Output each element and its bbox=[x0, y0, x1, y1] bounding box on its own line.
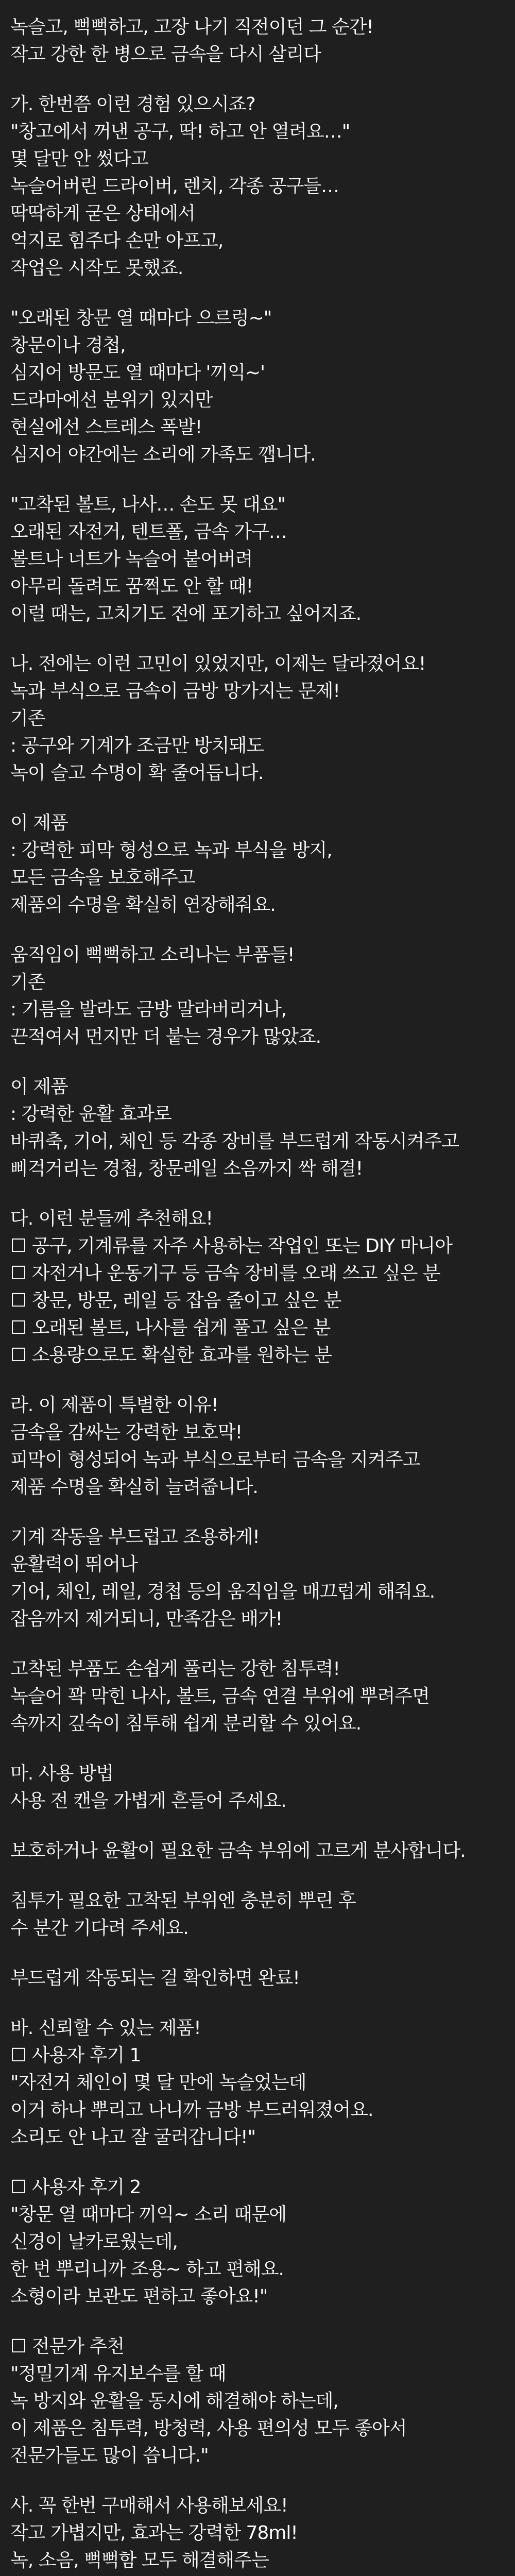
text-line: 이럴 때는, 고치기도 전에 포기하고 싶어지죠. bbox=[10, 603, 362, 624]
text-line: "자전거 체인이 몇 달 만에 녹슬었는데 bbox=[10, 2072, 306, 2093]
text-line: 나. 전에는 이런 고민이 있었지만, 이제는 달라졌어요! bbox=[10, 653, 426, 674]
text-line: 기계 작동을 부드럽고 조용하게! bbox=[10, 1527, 260, 1548]
text-line: 이 제품 bbox=[10, 812, 68, 834]
text-line: 심지어 방문도 열 때마다 '끼익~' bbox=[10, 362, 265, 383]
text-section-c-recommend bbox=[10, 1205, 505, 1369]
text-line: 움직임이 뻑뻑하고 소리나는 부품들! bbox=[10, 944, 295, 965]
text-line: 보호하거나 윤활이 필요한 금속 부위에 고르게 분사합니다. bbox=[10, 1840, 466, 1861]
text-line: 녹, 소음, 뻑뻑함 모두 해결해주는 bbox=[10, 2550, 269, 2571]
text-line: 딱딱하게 굳은 상태에서 bbox=[10, 203, 195, 224]
text-line: 다. 이런 분들께 추천해요! bbox=[10, 1208, 213, 1229]
text-line: : 공구와 기계가 조금만 방치돼도 bbox=[10, 735, 264, 756]
text-line: 녹슬고, 뻑뻑하고, 고장 나기 직전이던 그 순간! bbox=[10, 16, 373, 38]
text-line: 마. 사용 방법 bbox=[10, 1763, 114, 1784]
text-section-a-door bbox=[10, 304, 505, 468]
text-line: "창문 열 때마다 끼익~ 소리 때문에 bbox=[10, 2204, 287, 2225]
text-line: "고착된 볼트, 나사… 손도 못 대요" bbox=[10, 494, 286, 515]
text-line: 창문이나 경첩, bbox=[10, 335, 126, 356]
text-section-d-special bbox=[10, 1392, 505, 1501]
text-line: 사용 전 캔을 가볍게 흔들어 주세요. bbox=[10, 1790, 286, 1811]
text-line: "창고에서 꺼낸 공구, 딱! 하고 안 열려요…" bbox=[10, 121, 350, 142]
text-line: 모든 금속을 보호해주고 bbox=[10, 867, 195, 888]
text-line: 사. 꼭 한번 구매해서 사용해보세요! bbox=[10, 2495, 288, 2516]
text-line: 가. 한번쯤 이런 경험 있으시죠? bbox=[10, 94, 255, 115]
text-line: 바. 신뢰할 수 있는 제품! bbox=[10, 2018, 201, 2039]
text-section-a-question bbox=[10, 91, 505, 282]
text-section-e-howto-2 bbox=[10, 1837, 505, 1865]
text-line: : 강력한 피막 형성으로 녹과 부식을 방지, bbox=[10, 840, 332, 861]
text-line: 라. 이 제품이 특별한 이유! bbox=[10, 1395, 218, 1416]
text-line: 현실에선 스트레스 폭발! bbox=[10, 417, 202, 438]
text-line: "오래된 창문 열 때마다 으르렁~" bbox=[10, 308, 272, 329]
text-section-b-before bbox=[10, 650, 505, 787]
text-line: 소형이라 보관도 편하고 좋아요!" bbox=[10, 2286, 268, 2307]
text-line: 녹과 부식으로 금속이 금방 망가지는 문제! bbox=[10, 681, 340, 702]
text-line: 녹이 슬고 수명이 확 줄어듭니다. bbox=[10, 762, 264, 784]
text-line: 속까지 깊숙이 침투해 쉽게 분리할 수 있어요. bbox=[10, 1713, 362, 1734]
text-line: 침투가 필요한 고착된 부위엔 충분히 뿌린 후 bbox=[10, 1890, 356, 1911]
text-line: 이거 하나 뿌리고 나니까 금방 부드러워졌어요. bbox=[10, 2099, 373, 2121]
text-line: 윤활력이 뛰어나 bbox=[10, 1554, 138, 1575]
text-section-g-buy bbox=[10, 2492, 505, 2576]
text-line: 심지어 야간에는 소리에 가족도 깹니다. bbox=[10, 444, 316, 465]
text-line: 피막이 형성되어 녹과 부식으로부터 금속을 지켜주고 bbox=[10, 1449, 420, 1470]
text-line: 억지로 힘주다 손만 아프고, bbox=[10, 230, 224, 251]
text-section-b-product-2 bbox=[10, 1073, 505, 1182]
text-line: 기존 bbox=[10, 972, 45, 993]
text-section-d-quiet bbox=[10, 1523, 505, 1633]
text-line bbox=[10, 2574, 505, 2576]
text-section-e-howto-3 bbox=[10, 1887, 505, 1942]
text-line: 바퀴축, 기어, 체인 등 각종 장비를 부드럽게 작동시켜주고 bbox=[10, 1131, 459, 1152]
text-line: 드라마에선 분위기 있지만 bbox=[10, 389, 213, 411]
text-line: 수 분간 기다려 주세요. bbox=[10, 1918, 188, 1939]
text-line: 녹슬어버린 드라이버, 렌치, 각종 공구들… bbox=[10, 176, 339, 197]
text-line: : 강력한 윤활 효과로 bbox=[10, 1104, 171, 1125]
text-line: 소리도 안 나고 잘 굴러갑니다!" bbox=[10, 2127, 256, 2148]
text-line: 몇 달만 안 썼다고 bbox=[10, 148, 148, 170]
text-line: ☐ 오래된 볼트, 나사를 쉽게 풀고 싶은 분 bbox=[10, 1317, 331, 1338]
text-line: 작업은 시작도 못했죠. bbox=[10, 258, 183, 279]
text-line: 볼트나 너트가 녹슬어 붙어버려 bbox=[10, 549, 253, 570]
text-section-f-expert bbox=[10, 2333, 505, 2469]
text-line: 이 제품은 침투력, 방청력, 사용 편의성 모두 좋아서 bbox=[10, 2418, 407, 2439]
text-line: 이 제품 bbox=[10, 1076, 68, 1097]
text-line: ☐ 창문, 방문, 레일 등 잡음 줄이고 싶은 분 bbox=[10, 1290, 341, 1311]
text-line: 끈적여서 먼지만 더 붙는 경우가 많았죠. bbox=[10, 1026, 321, 1047]
text-section-b-before-2 bbox=[10, 941, 505, 1050]
text-line: 아무리 돌려도 꿈쩍도 안 할 때! bbox=[10, 576, 253, 597]
text-line: ☐ 전문가 추천 bbox=[10, 2336, 125, 2357]
text-line: "정밀기계 유지보수를 할 때 bbox=[10, 2363, 226, 2384]
text-line: 제품의 수명을 확실히 연장해줘요. bbox=[10, 894, 276, 916]
text-section-f-review-2 bbox=[10, 2174, 505, 2310]
text-section-b-product-1 bbox=[10, 809, 505, 919]
text-line: 녹슬어 꽉 막힌 나사, 볼트, 금속 연결 부위에 뿌려주면 bbox=[10, 1686, 430, 1707]
text-line: 고착된 부품도 손쉽게 풀리는 강한 침투력! bbox=[10, 1658, 340, 1680]
text-line: 녹 방지와 윤활을 동시에 해결해야 하는데, bbox=[10, 2391, 338, 2412]
text-line: 기어, 체인, 레일, 경첩 등의 움직임을 매끄럽게 해줘요. bbox=[10, 1581, 435, 1602]
text-line: 한 번 뿌리니까 조용~ 하고 편해요. bbox=[10, 2259, 284, 2280]
text-line: ☐ 자전거나 운동기구 등 금속 장비를 오래 쓰고 싶은 분 bbox=[10, 1263, 440, 1284]
text-section-intro bbox=[10, 13, 505, 68]
text-line: 오래된 자전거, 텐트폴, 금속 가구… bbox=[10, 521, 287, 543]
text-line: : 기름을 발라도 금방 말라버리거나, bbox=[10, 999, 287, 1020]
text-line: 작고 강한 한 병으로 금속을 다시 살리다 bbox=[10, 44, 321, 65]
text-section-e-howto-1 bbox=[10, 1760, 505, 1815]
text-line: ☐ 사용자 후기 1 bbox=[10, 2045, 141, 2066]
text-section-d-penetrate bbox=[10, 1655, 505, 1737]
text-line: 작고 가볍지만, 효과는 강력한 78ml! bbox=[10, 2522, 298, 2544]
text-section-e-howto-4 bbox=[10, 1964, 505, 1992]
text-line: ☐ 사용자 후기 2 bbox=[10, 2177, 141, 2198]
text-line: 전문가들도 많이 씁니다." bbox=[10, 2445, 209, 2466]
text-section-f-review-1 bbox=[10, 2014, 505, 2151]
text-line: 기존 bbox=[10, 708, 45, 729]
text-line: 신경이 날카로웠는데, bbox=[10, 2231, 178, 2252]
text-line: 금속을 감싸는 강력한 보호막! bbox=[10, 1422, 243, 1443]
text-line: 삐걱거리는 경첩, 창문레일 소음까지 싹 해결! bbox=[10, 1158, 363, 1179]
text-section-a-bolt bbox=[10, 491, 505, 628]
text-line: 제품 수명을 확실히 늘려줍니다. bbox=[10, 1477, 258, 1498]
text-line: 부드럽게 작동되는 걸 확인하면 완료! bbox=[10, 1968, 300, 1989]
text-line: ☐ 공구, 기계류를 자주 사용하는 작업인 또는 DIY 마니아 bbox=[10, 1235, 453, 1257]
text-line: 잡음까지 제거되니, 만족감은 배가! bbox=[10, 1608, 283, 1630]
text-line: ☐ 소용량으로도 확실한 효과를 원하는 분 bbox=[10, 1345, 332, 1366]
